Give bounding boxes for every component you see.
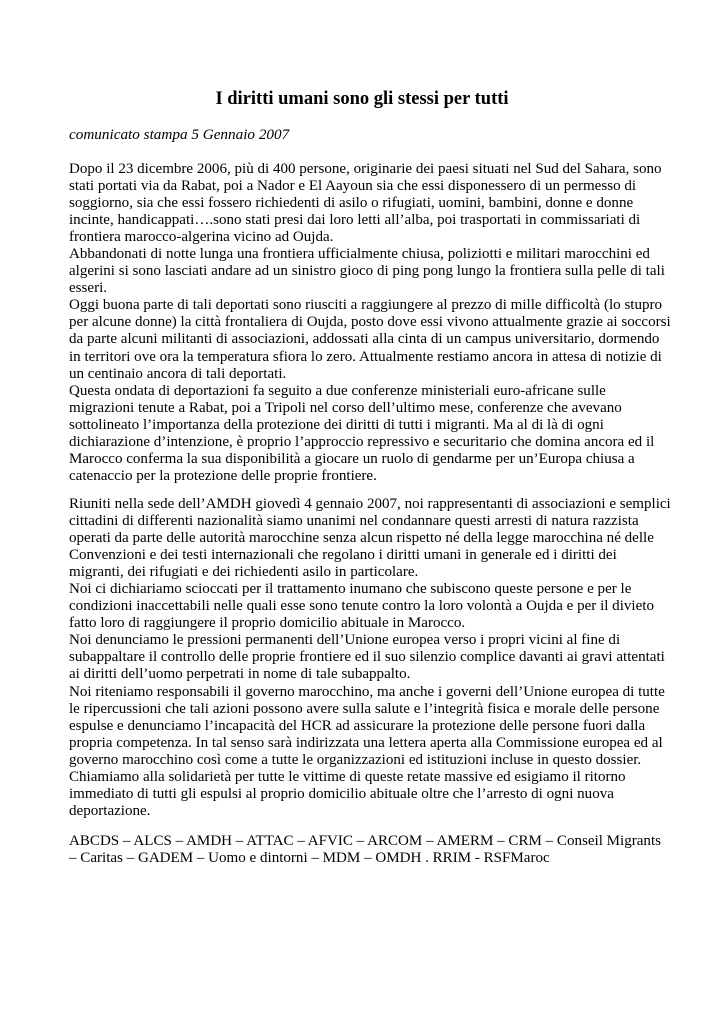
text-line: dichiarazione d’intenzione, è proprio l’approccio repressivo e securitario che domina ancora ed il (69, 433, 655, 450)
text-line: Abbandonati di notte lunga una frontiera ufficialmente chiusa, poliziotti e militari marocchini ed (69, 246, 650, 263)
text-line: Chiamiamo alla solidarietà per tutte le vittime di queste retate massive ed esigiamo il ritorno (69, 768, 626, 785)
text-line: Questa ondata di deportazioni fa seguito a due conferenze ministeriali euro-africane sulle (69, 382, 606, 399)
text-line: espulse e denunciamo l’incapacità del HCR ad assicurare la protezione delle persone fuori dalla (69, 717, 646, 734)
text-line: per alcune donne) la città frontaliera di Oujda, posto dove essi vivono attualmente grazie ai soccorsi (69, 314, 671, 331)
text-line: Noi riteniamo responsabili il governo marocchino, ma anche i governi dell’Unione europea di tutte (69, 683, 665, 700)
text-line: Marocco conferma la sua disponibilità a giocare un ruolo di gendarme per un’Europa chiusa a (69, 450, 635, 467)
text-line: cittadini di differenti nazionalità siamo unanimi nel condannare questi arresti di natura razzista (69, 513, 639, 530)
signatories-list (69, 833, 665, 867)
text-line: immediato di tutti gli espulsi al proprio domicilio abituale oltre che l’arresto di ogni nuova (69, 785, 614, 802)
text-line: operati da parte delle autorità marocchine senza alcun rispetto né della legge marocchina né delle (69, 530, 654, 547)
body-section-2 (69, 496, 671, 820)
text-line: catenaccio per la protezione delle proprie frontiere. (69, 467, 377, 484)
text-line: le ripercussioni che tali azioni possono avere sulla salute e l’integrità fisica e morale delle persone (69, 700, 660, 717)
text-line: Noi ci dichiariamo scioccati per il trattamento inumano che subiscono queste persone e per le (69, 581, 632, 598)
text-line: un centinaio ancora di tali deportati. (69, 365, 287, 382)
text-line: esseri. (69, 280, 108, 297)
press-release-date: comunicato stampa 5 Gennaio 2007 (69, 126, 290, 143)
text-line: sottolineato l’importanza della protezione dei diritti di tutti i migranti. Ma al di là di ogni (69, 416, 604, 433)
text-line: soggiorno, sia che essi fossero richiedenti di asilo o rifugiati, uomini, bambini, donne e donne (69, 195, 634, 212)
text-line: da parte alcuni militanti di associazioni, addossati alla cinta di un campus universitario, dormendo (69, 331, 660, 348)
text-line: Convenzioni e dei testi internazionali che regolano i diritti umani in generale ed i diritti dei (69, 547, 617, 564)
text-line: – Caritas – GADEM – Uomo e dintorni – MDM – OMDH . RRIM - RSFMaroc (69, 850, 550, 867)
text-line: frontiera marocco-algerina vicino ad Oujda. (69, 229, 334, 246)
text-line: ABCDS – ALCS – AMDH – ATTAC – AFVIC – ARCOM – AMERM – CRM – Conseil Migrants (69, 833, 661, 849)
text-line: migranti, dei rifugiati e dei richiedenti asilo in particolare. (69, 564, 419, 581)
text-line: Oggi buona parte di tali deportati sono riusciti a raggiungere al prezzo di mille difficoltà (lo stupro (69, 297, 663, 314)
text-line: migrazioni tenute a Rabat, poi a Tripoli nel corso dell’ultimo mese, conferenze che avevano (69, 399, 622, 416)
text-line: stati portati via da Rabat, poi a Nador e El Aayoun sia che essi disponessero di un permesso di (69, 178, 637, 195)
document-title: I diritti umani sono gli stessi per tutti (215, 89, 509, 109)
text-line: subappaltare il controllo delle proprie frontiere ed il suo silenzio complice davanti ai gravi attentati (69, 649, 665, 666)
text-line: Dopo il 23 dicembre 2006, più di 400 persone, originarie dei paesi situati nel Sud del Sahara, sono (69, 161, 662, 177)
text-line: Noi denunciamo le pressioni permanenti dell’Unione europea verso i propri vicini al fine di (69, 632, 621, 649)
text-line: incinte, handicappati….sono stati presi dai loro letti all’alba, poi trasportati in commissariati di (69, 212, 641, 229)
text-line: ai diritti dell’uomo perpetrati in nome di tale subappalto. (69, 666, 411, 683)
text-line: propria competenza. In tal senso sarà indirizzata una lettera aperta alla Commissione europea ed al (69, 734, 663, 751)
text-line: Riuniti nella sede dell’AMDH giovedì 4 gennaio 2007, noi rappresentanti di associazioni e semplici (69, 496, 671, 512)
body-section-1 (69, 161, 671, 485)
text-line: governo marocchino così come a tutte le organizzazioni ed istituzioni incluse in questo dossier. (69, 751, 642, 768)
text-line: deportazione. (69, 802, 151, 819)
text-line: fatto loro di raggiungere il proprio domicilio abituale in Marocco. (69, 615, 466, 632)
text-line: in territori ove ora la temperatura sfiora lo zero. Attualmente restiamo ancora in attesa di notizie di (69, 348, 662, 365)
text-line: algerini si sono lasciati andare ad un sinistro gioco di ping pong lungo la frontiera sulla pelle di tali (69, 263, 665, 280)
text-line: condizioni inaccettabili nelle quali esse sono tenute contro la loro volontà a Oujda e per il divieto (69, 598, 654, 615)
